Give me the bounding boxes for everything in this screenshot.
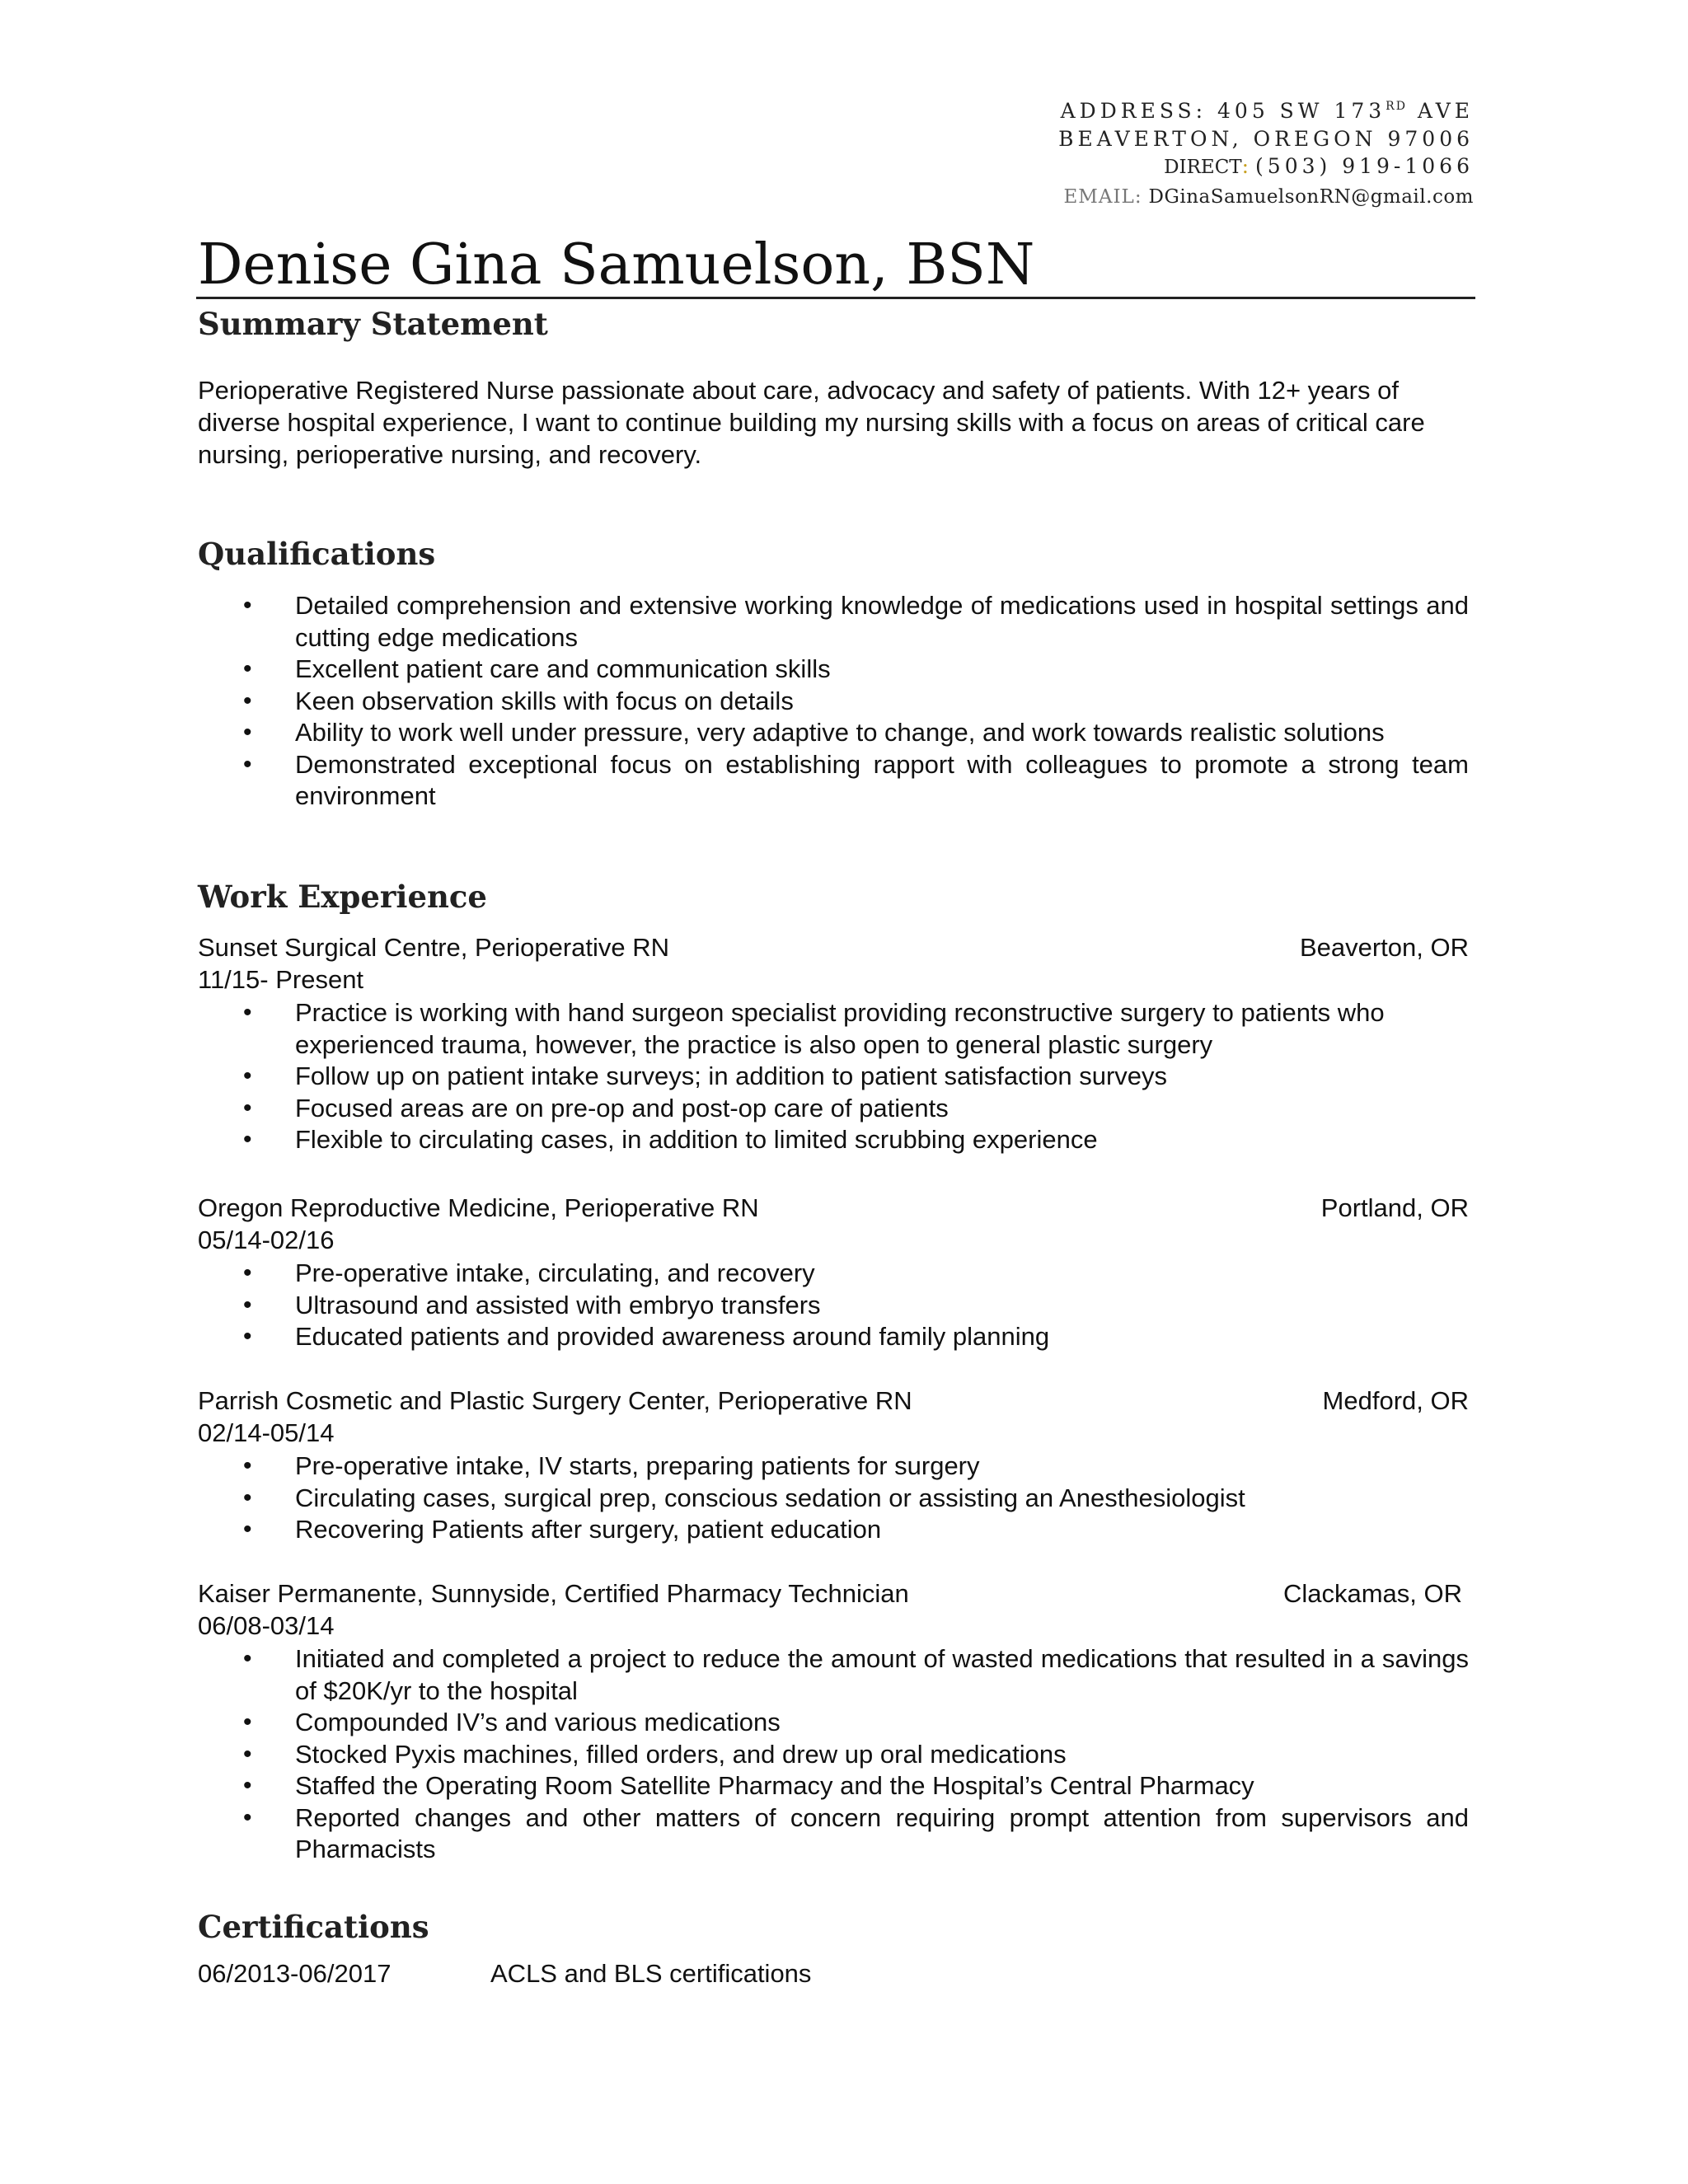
phone-number: (503) 919-1066 — [1255, 154, 1474, 178]
job-entry — [198, 1192, 1469, 1256]
list-item: • Reported changes and other matters of concern requiring prompt attention from supervisors and Pharmacists — [198, 1802, 1469, 1866]
candidate-name: Denise Gina Samuelson, BSN — [198, 232, 1035, 298]
job-location: Medford, OR — [1322, 1386, 1469, 1415]
list-item: • Keen observation skills with focus on details — [198, 686, 1469, 718]
job-entry — [198, 1577, 1469, 1642]
certification-dates: 06/2013-06/2017 — [198, 1959, 392, 1988]
qualifications-heading: Qualifications — [198, 536, 436, 572]
job-dates: 05/14-02/16 — [198, 1226, 335, 1254]
list-item: • Flexible to circulating cases, in addition to limited scrubbing experience — [198, 1124, 1469, 1156]
address-line-2: BEAVERTON, OREGON 97006 — [1058, 126, 1474, 151]
job-title: Oregon Reproductive Medicine, Perioperative RN — [198, 1193, 759, 1222]
summary-text: Perioperative Registered Nurse passionate about care, advocacy and safety of patients. With 12+ years of diverse hospital experience, I want to continue building my nursing skills with a focus on areas of critical care nursing, perioperative nursing, and recovery. — [198, 376, 1425, 469]
job-title: Sunset Surgical Centre, Perioperative RN — [198, 933, 670, 962]
list-item: • Practice is working with hand surgeon specialist providing reconstructive surgery to patients who experienced trauma, however, the practice is also open to general plastic surgery — [198, 997, 1469, 1061]
email-address: DGinaSamuelsonRN@gmail.com — [1148, 185, 1474, 208]
job-duties-list — [198, 1258, 1469, 1353]
job-duties-list — [198, 997, 1469, 1156]
summary-heading: Summary Statement — [198, 306, 548, 342]
list-item: • Compounded IV’s and various medications — [198, 1707, 1469, 1739]
job-entry — [198, 931, 1469, 996]
list-item: • Pre-operative intake, circulating, and recovery — [198, 1258, 1469, 1290]
job-dates: 06/08-03/14 — [198, 1611, 335, 1640]
list-item: • Recovering Patients after surgery, patient education — [198, 1514, 1469, 1546]
job-location: Clackamas, OR — [1282, 1579, 1462, 1608]
job-duties-list — [198, 1643, 1469, 1866]
job-entry — [198, 1385, 1469, 1449]
list-item: • Educated patients and provided awareness around family planning — [198, 1321, 1469, 1353]
list-item: • Excellent patient care and communication skills — [198, 654, 1469, 686]
certification-description: ACLS and BLS certifications — [490, 1959, 812, 1988]
list-item: • Demonstrated exceptional focus on establishing rapport with colleagues to promote a strong team environment — [198, 749, 1469, 813]
list-item: • Stocked Pyxis machines, filled orders, and drew up oral medications — [198, 1739, 1469, 1771]
list-item: • Circulating cases, surgical prep, conscious sedation or assisting an Anesthesiologist — [198, 1483, 1469, 1515]
job-title: Parrish Cosmetic and Plastic Surgery Center, Perioperative RN — [198, 1386, 912, 1415]
list-item: • Follow up on patient intake surveys; in addition to patient satisfaction surveys — [198, 1061, 1469, 1093]
certification-row — [198, 1957, 812, 1990]
list-item: • Ultrasound and assisted with embryo transfers — [198, 1290, 1469, 1322]
job-location: Beaverton, OR — [1299, 933, 1469, 962]
job-dates: 02/14-05/14 — [198, 1418, 335, 1447]
job-dates: 11/15- Present — [198, 965, 364, 994]
email-line: EMAIL: DGinaSamuelsonRN@gmail.com — [1063, 185, 1474, 208]
certifications-heading: Certifications — [198, 1909, 429, 1945]
list-item: • Pre-operative intake, IV starts, preparing patients for surgery — [198, 1451, 1469, 1483]
job-title: Kaiser Permanente, Sunnyside, Certified Pharmacy Technician — [198, 1579, 909, 1608]
qualifications-list — [198, 590, 1469, 813]
job-duties-list — [198, 1451, 1469, 1546]
work-experience-heading: Work Experience — [198, 879, 487, 915]
address-line-1: ADDRESS: 405 SW 173RD AVE — [1060, 99, 1474, 123]
list-item: • Staffed the Operating Room Satellite Pharmacy and the Hospital’s Central Pharmacy — [198, 1770, 1469, 1802]
name-divider — [196, 297, 1475, 299]
list-item: • Initiated and completed a project to reduce the amount of wasted medications that resulted in a savings of $20K/yr to the hospital — [198, 1643, 1469, 1707]
list-item: • Ability to work well under pressure, very adaptive to change, and work towards realistic solutions — [198, 717, 1469, 749]
list-item: • Detailed comprehension and extensive working knowledge of medications used in hospital settings and cutting edge medications — [198, 590, 1469, 654]
list-item: • Focused areas are on pre-op and post-op care of patients — [198, 1093, 1469, 1125]
contact-block — [1058, 97, 1474, 211]
job-location: Portland, OR — [1320, 1193, 1469, 1222]
ordinal-suffix: RD — [1386, 100, 1407, 113]
direct-phone: DIRECT: (503) 919-1066 — [1164, 154, 1474, 178]
